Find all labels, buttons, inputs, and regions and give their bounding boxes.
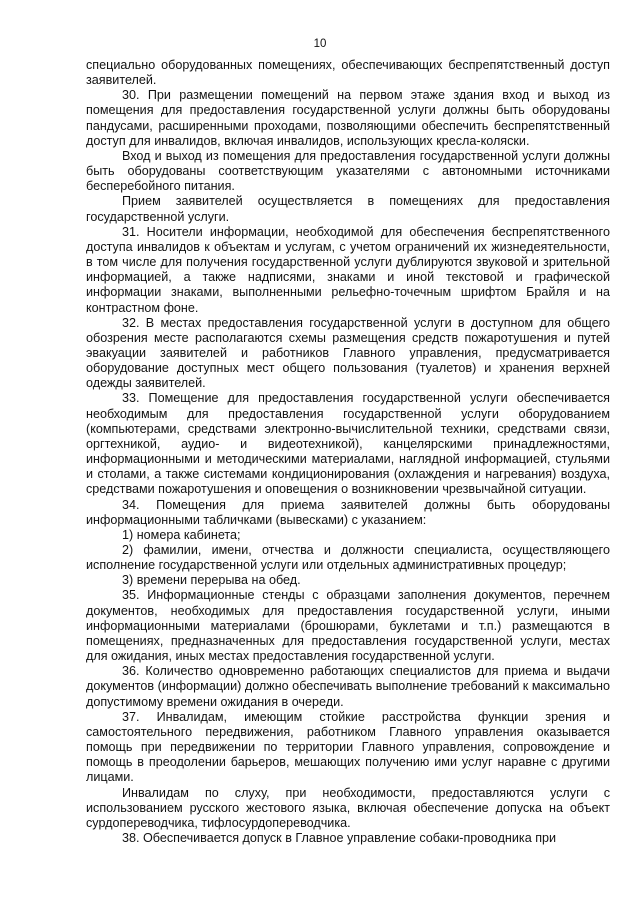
paragraph-entrance-exit: Вход и выход из помещения для предоставления государственной услуги должны быть оборудованы соответствующим указателями с автономными источниками бесперебойного питания. <box>86 148 610 194</box>
list-item-2: 2) фамилии, имени, отчества и должности специалиста, осуществляющего исполнение государственной услуги или отдельных административных процедур; <box>86 543 610 573</box>
paragraph-34: 34. Помещения для приема заявителей должны быть оборудованы информационными табличками (вывесками) с указанием: <box>86 497 610 527</box>
paragraph-31: 31. Носители информации, необходимой для обеспечения беспрепятственного доступа инвалидов к объектам и услугам, с учетом ограничений их жизнедеятельности, в том числе для получения государственной услуги дублируются звуковой и зрительной информацией, а также надписями, знаками и иной текстовой и графической информации знаками, выполненными рельефно-точечным шрифтом Брайля и на контрастном фоне. <box>86 224 610 315</box>
paragraph-reception: Прием заявителей осуществляется в помещениях для предоставления государственной услуги. <box>86 194 610 224</box>
document-body <box>86 58 610 846</box>
paragraph-continuation: специально оборудованных помещениях, обеспечивающих беспрепятственный доступ заявителей. <box>86 58 610 88</box>
paragraph-35: 35. Информационные стенды с образцами заполнения документов, перечнем документов, необходимых для предоставления государственной услуги, иными информационными материалами (брошюрами, буклетами и т.п.) размещаются в помещениях, предназначенных для предоставления государственной услуги, местах для ожидания, иных местах предоставления государственной услуги. <box>86 588 610 664</box>
list-item-3: 3) времени перерыва на обед. <box>122 573 301 588</box>
list-item-1: 1) номера кабинета; <box>122 527 241 542</box>
paragraph-30: 30. При размещении помещений на первом этаже здания вход и выход из помещения для предоставления государственной услуги должны быть оборудованы пандусами, расширенными проходами, позволяющими обеспечить беспрепятственный доступ для инвалидов, включая инвалидов, использующих кресла-коляски. <box>86 88 610 148</box>
paragraph-32: 32. В местах предоставления государственной услуги в доступном для общего обозрения месте располагаются схемы размещения средств пожаротушения и путей эвакуации заявителей и работников Главного управления, предусматривается оборудование доступных мест общего пользования (туалетов) и хранения верхней одежды заявителей. <box>86 315 610 391</box>
paragraph-37: 37. Инвалидам, имеющим стойкие расстройства функции зрения и самостоятельного передвижения, работником Главного управления оказывается помощь при передвижении по территории Главного управления, сопровождение и помощь в преодолении барьеров, мешающих получению ими услуг наравне с другими лицами. <box>86 709 610 785</box>
paragraph-38: 38. Обеспечивается допуск в Главное управление собаки-проводника при <box>122 830 557 845</box>
paragraph-36: 36. Количество одновременно работающих специалистов для приема и выдачи документов (информации) должно обеспечивать выполнение требований к максимально допустимому времени ожидания в очереди. <box>86 664 610 709</box>
paragraph-33: 33. Помещение для предоставления государственной услуги обеспечивается необходимым для предоставления государственной услуги оборудованием (компьютерами, средствами электронно-вычислительной техники, средствами связи, оргтехникой, аудио- и видеотехникой), канцелярскими принадлежностями, информационными и методическими материалами, наглядной информацией, стульями и столами, а также системами кондиционирования (охлаждения и нагревания) воздуха, средствами пожаротушения и оповещения о возникновении чрезвычайной ситуации. <box>86 391 610 497</box>
page-number: 10 <box>313 38 327 50</box>
paragraph-hearing-impaired: Инвалидам по слуху, при необходимости, предоставляются услуги с использованием русского жестового языка, включая обеспечение допуска на объект сурдопереводчика, тифлосурдопереводчика. <box>86 785 610 830</box>
